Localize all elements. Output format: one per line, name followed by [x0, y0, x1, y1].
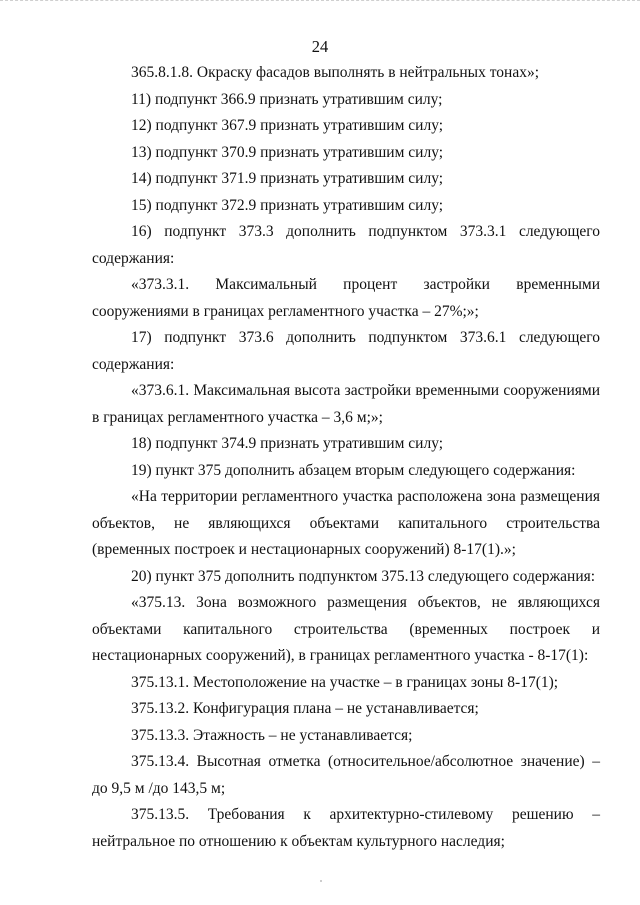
- paragraph-item-14: 14) подпункт 371.9 признать утратившим силу;: [131, 170, 444, 187]
- paragraph-item-18: 18) подпункт 374.9 признать утратившим силу;: [131, 435, 444, 452]
- scan-edge: [0, 0, 640, 1]
- paragraph-item-15: 15) подпункт 372.9 признать утратившим силу;: [131, 196, 444, 214]
- paragraph-375-13-4: 375.13.4. Высотная отметка (относительное/абсолютное значение) – до 9,5 м /до 143,5 м;: [92, 753, 600, 797]
- paragraph-item-12: 12) подпункт 367.9 признать утратившим силу;: [131, 117, 444, 134]
- page-number: 24: [311, 37, 329, 56]
- paragraph-375-13-3: 375.13.3. Этажность – не устанавливается;: [131, 726, 413, 744]
- paragraph-item-20: 20) пункт 375 дополнить подпунктом 375.13 следующего содержания:: [131, 567, 596, 585]
- paragraph-365-8-1-8: 365.8.1.8. Окраску фасадов выполнять в нейтральных тонах»;: [131, 64, 540, 81]
- document-body: [92, 60, 600, 855]
- paragraph-item-11: 11) подпункт 366.9 признать утратившим силу;: [131, 90, 443, 108]
- paragraph-373-6-1: «373.6.1. Максимальная высота застройки временными сооружениями в границах регламентного участка – 3,6 м;»;: [92, 382, 600, 426]
- paragraph-375-13-1: 375.13.1. Местоположение на участке – в границах зоны 8-17(1);: [131, 673, 559, 691]
- scan-speck: [320, 880, 322, 882]
- paragraph-375-13-2: 375.13.2. Конфигурация плана – не устанавливается;: [131, 700, 479, 717]
- paragraph-375-13-5: 375.13.5. Требования к архитектурно-стилевому решению – нейтральное по отношению к объектам культурного наследия;: [92, 806, 600, 850]
- paragraph-item-19: 19) пункт 375 дополнить абзацем вторым следующего содержания:: [131, 461, 576, 479]
- paragraph-375-second-paragraph: «На территории регламентного участка расположена зона размещения объектов, не являющихся объектами капитального строительства (временных построек и нестационарных сооружений) 8-17(1).»;: [92, 488, 600, 558]
- paragraph-375-13: «375.13. Зона возможного размещения объектов, не являющихся объектами капитального строительства (временных построек и нестационарных сооружений), в границах регламентного участка - 8-17(1):: [92, 594, 600, 664]
- paragraph-373-3-1: «373.3.1. Максимальный процент застройки временными сооружениями в границах регламентного участка – 27%;»;: [92, 276, 600, 320]
- paragraph-item-16: 16) подпункт 373.3 дополнить подпунктом 373.3.1 следующего содержания:: [92, 223, 600, 267]
- paragraph-item-17: 17) подпункт 373.6 дополнить подпунктом 373.6.1 следующего содержания:: [92, 329, 600, 373]
- paragraph-item-13: 13) подпункт 370.9 признать утратившим силу;: [131, 143, 444, 161]
